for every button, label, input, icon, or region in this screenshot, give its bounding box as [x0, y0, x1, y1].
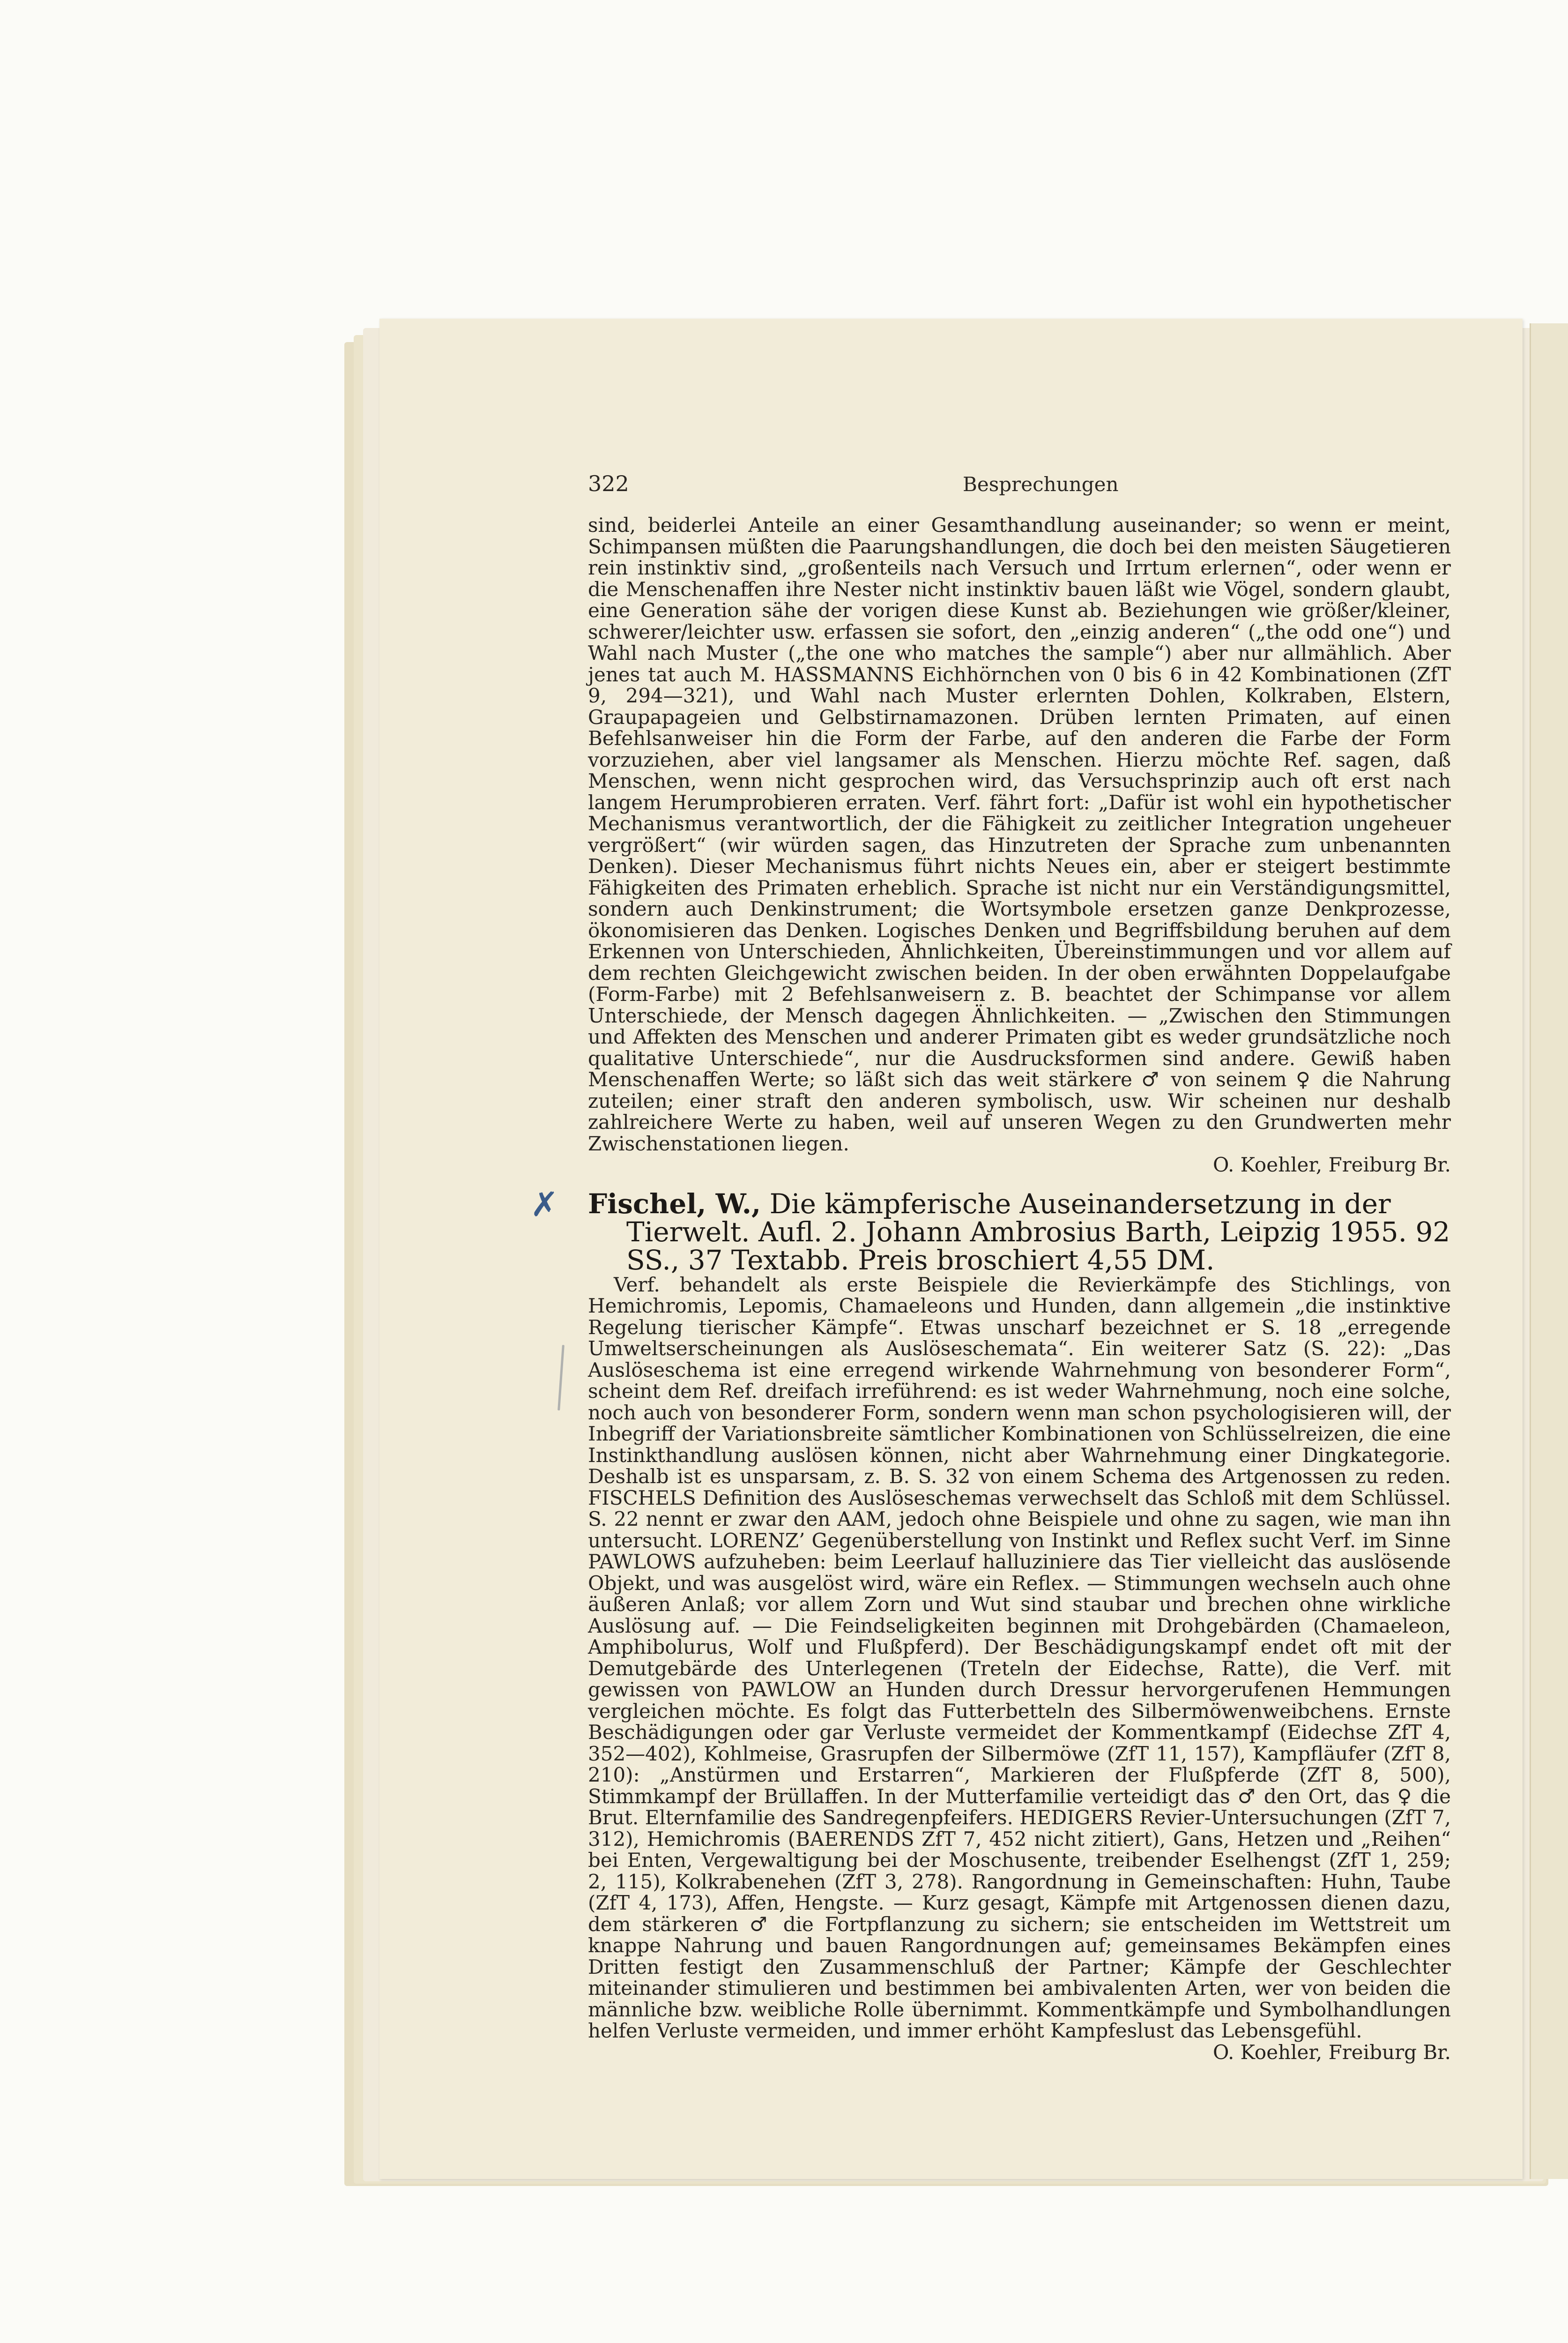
running-head — [588, 471, 1523, 499]
page-number: 322 — [588, 471, 629, 496]
review-signature-line — [588, 1154, 1451, 1176]
review-signature-line — [588, 2042, 1451, 2063]
adjacent-page-edge — [1530, 323, 1568, 2179]
text-block — [530, 514, 1451, 2064]
running-title: Besprechungen — [963, 473, 1119, 496]
review-body-text: Verf. behandelt als erste Beispiele die Revierkämpfe des Stichlings, von Hemichromis, Lepomis, Chamaeleons und Hunden, dann allgemein „die instinktive Regelung tierischer Kämpfe“. Etwas unscharf bezeichnet er S. 18 „erregende Umweltserscheinungen als Auslöseschemata“. Ein weiterer Satz (S. 22): „Das Auslöseschema ist eine erregend wirkende Wahrnehmung von besonderer Form“, scheint dem Ref. dreifach irreführend: es ist weder Wahrnehmung, noch eine solche, noch auch von besonderer Form, sondern wenn man schon psychologisieren will, der Inbegriff der Variationsbreite sämtlicher Kombinationen von Schlüsselreizen, die eine Instinkthandlung auslösen können, nicht aber Wahrnehmung einer Dingkategorie. Deshalb ist es unsparsam, z. B. S. 32 von einem Schema des Artgenossen zu reden. FISCHELS Definition des Auslöseschemas verwechselt das Schloß mit dem Schlüssel. S. 22 nennt er zwar den AAM, jedoch ohne Beispiele und ohne zu sagen, wie man ihn untersucht. LORENZ’ Gegenüberstellung von Instinkt und Reflex sucht Verf. im Sinne PAWLOWS aufzuheben: beim Leerlauf halluziniere das Tier vielleicht das auslösende Objekt, und was ausgelöst wird, wäre ein Reflex. — Stimmungen wechseln auch ohne äußeren Anlaß; vor allem Zorn und Wut sind staubar und brechen ohne wirkliche Auslösung auf. — Die Feindseligkeiten beginnen mit Drohgebärden (Chamaeleon, Amphibolurus, Wolf und Flußpferd). Der Beschädigungskampf endet oft mit der Demutgebärde des Unterlegenen (Treteln der Eidechse, Ratte), die Verf. mit gewissen von PAWLOW an Hunden durch Dressur hervorgerufenen Hemmungen vergleichen möchte. Es folgt das Futterbetteln des Silbermöwenweibchens. Ernste Beschädigungen oder gar Verluste vermeidet der Kommentkampf (Eidechse ZfT 4, 352—402), Kohlmeise, Grasrupfen der Silbermöwe (ZfT 11, 157), Kampfläufer (ZfT 8, 210): „Anstürmen und Erstarren“, Markieren der Flußpferde (ZfT 8, 500), Stimmkampf der Brüllaffen. In der Mutterfamilie verteidigt das ♂ den Ort, das ♀ die Brut. Elternfamilie des Sandregenpfeifers. HEDIGERS Revier-Untersuchungen (ZfT 7, 312), Hemichromis (BAERENDS ZfT 7, 452 nicht zitiert), Gans, Hetzen und „Reihen“ bei Enten, Vergewaltigung bei der Moschusente, treibender Eselhengst (ZfT 1, 259; 2, 115), Kolkrabenehen (ZfT 3, 278). Rangordnung in Gemeinschaften: Huhn, Taube (ZfT 4, 173), Affen, Hengste. — Kurz gesagt, Kämpfe mit Artgenossen dienen dazu, dem stärkeren ♂ die Fortpflanzung zu sichern; sie entscheiden im Wettstreit um knappe Nahrung und bauen Rangordnungen auf; gemeinsames Bekämpfen eines Dritten festigt den Zusammenschluß der Partner; Kämpfe der Geschlechter miteinander stimulieren und bestimmen bei ambivalenten Arten, wer von beiden die männliche bzw. weibliche Rolle übernimmt. Kommentkämpfe und Symbolhandlungen helfen Verluste vermeiden, und immer erhöht Kampfeslust das Lebensgefühl. — [588, 1273, 1451, 2042]
margin-cross-mark: ✗ — [530, 1184, 559, 1224]
book-citation: Die kämpferische Auseinandersetzung in der Tierwelt. Aufl. 2. Johann Ambrosius Barth, Leipzig 1955. 92 SS., 37 Textabb. Preis broschiert 4,55 DM. — [626, 1187, 1450, 1276]
reviewer-signature: O. Koehler, Freiburg Br. — [1213, 1153, 1451, 1176]
review-heading — [530, 1184, 1451, 1276]
review-continuation-text: sind, beiderlei Anteile an einer Gesamthandlung auseinander; so wenn er meint, Schimpansen müßten die Paarungshandlungen, die doch bei den meisten Säugetieren rein instinktiv sind, „großenteils nach Versuch und Irrtum erlernen“, oder wenn er die Menschenaffen ihre Nester nicht instinktiv bauen läßt wie Vögel, sondern glaubt, eine Generation sähe der vorigen diese Kunst ab. Beziehungen wie größer/kleiner, schwerer/leichter usw. erfassen sie sofort, den „einzig anderen“ („the odd one“) und Wahl nach Muster („the one who matches the sample“) aber nur allmählich. Aber jenes tat auch M. HASSMANNS Eichhörnchen von 0 bis 6 in 42 Kombinationen (ZfT 9, 294—321), und Wahl nach Muster erlernten Dohlen, Kolkraben, Elstern, Graupapageien und Gelbstirnamazonen. Drüben lernten Primaten, auf einen Befehlsanweiser hin die Form der Farbe, auf den anderen die Farbe der Form vorzuziehen, aber viel langsamer als Menschen. Hierzu möchte Ref. sagen, daß Menschen, wenn nicht gesprochen wird, das Versuchsprinzip auch oft erst nach langem Herumprobieren erraten. Verf. fährt fort: „Dafür ist wohl ein hypothetischer Mechanismus verantwortlich, der die Fähigkeit zu zeitlicher Integration ungeheuer vergrößert“ (wir würden sagen, das Hinzutreten der Sprache zum unbenannten Denken). Dieser Mechanismus führt nichts Neues ein, aber er steigert bestimmte Fähigkeiten des Primaten erheblich. Sprache ist nicht nur ein Verständigungsmittel, sondern auch Denkinstrument; die Wortsymbole ersetzen ganze Denkprozesse, ökonomisieren das Denken. Logisches Denken und Begriffsbildung beruhen auf dem Erkennen von Unterschieden, Ähnlichkeiten, Übereinstimmungen und vor allem auf dem rechten Gleichgewicht zwischen beiden. In der oben erwähnten Doppelaufgabe (Form-Farbe) mit 2 Befehlsanweisern z. B. beachtet der Schimpanse vor allem Unterschiede, der Mensch dagegen Ähnlichkeiten. — „Zwischen den Stimmungen und Affekten des Menschen und anderer Primaten gibt es weder grundsätzliche noch qualitative Unterschiede“, nur die Ausdrucksformen sind andere. Gewiß haben Menschenaffen Werte; so läßt sich das weit stärkere ♂ von seinem ♀ die Nahrung zuteilen; einer straft den anderen symbolisch, usw. Wir scheinen nur deshalb zahlreichere Werte zu haben, weil auf unseren Wegen zu den Grundwerten mehr Zwischenstationen liegen. — [588, 514, 1451, 1155]
book-author: Fischel, W., — [588, 1187, 761, 1220]
margin-pencil-line — [557, 1345, 565, 1410]
reviewer-signature: O. Koehler, Freiburg Br. — [1213, 2040, 1451, 2064]
book-page — [379, 319, 1523, 2179]
